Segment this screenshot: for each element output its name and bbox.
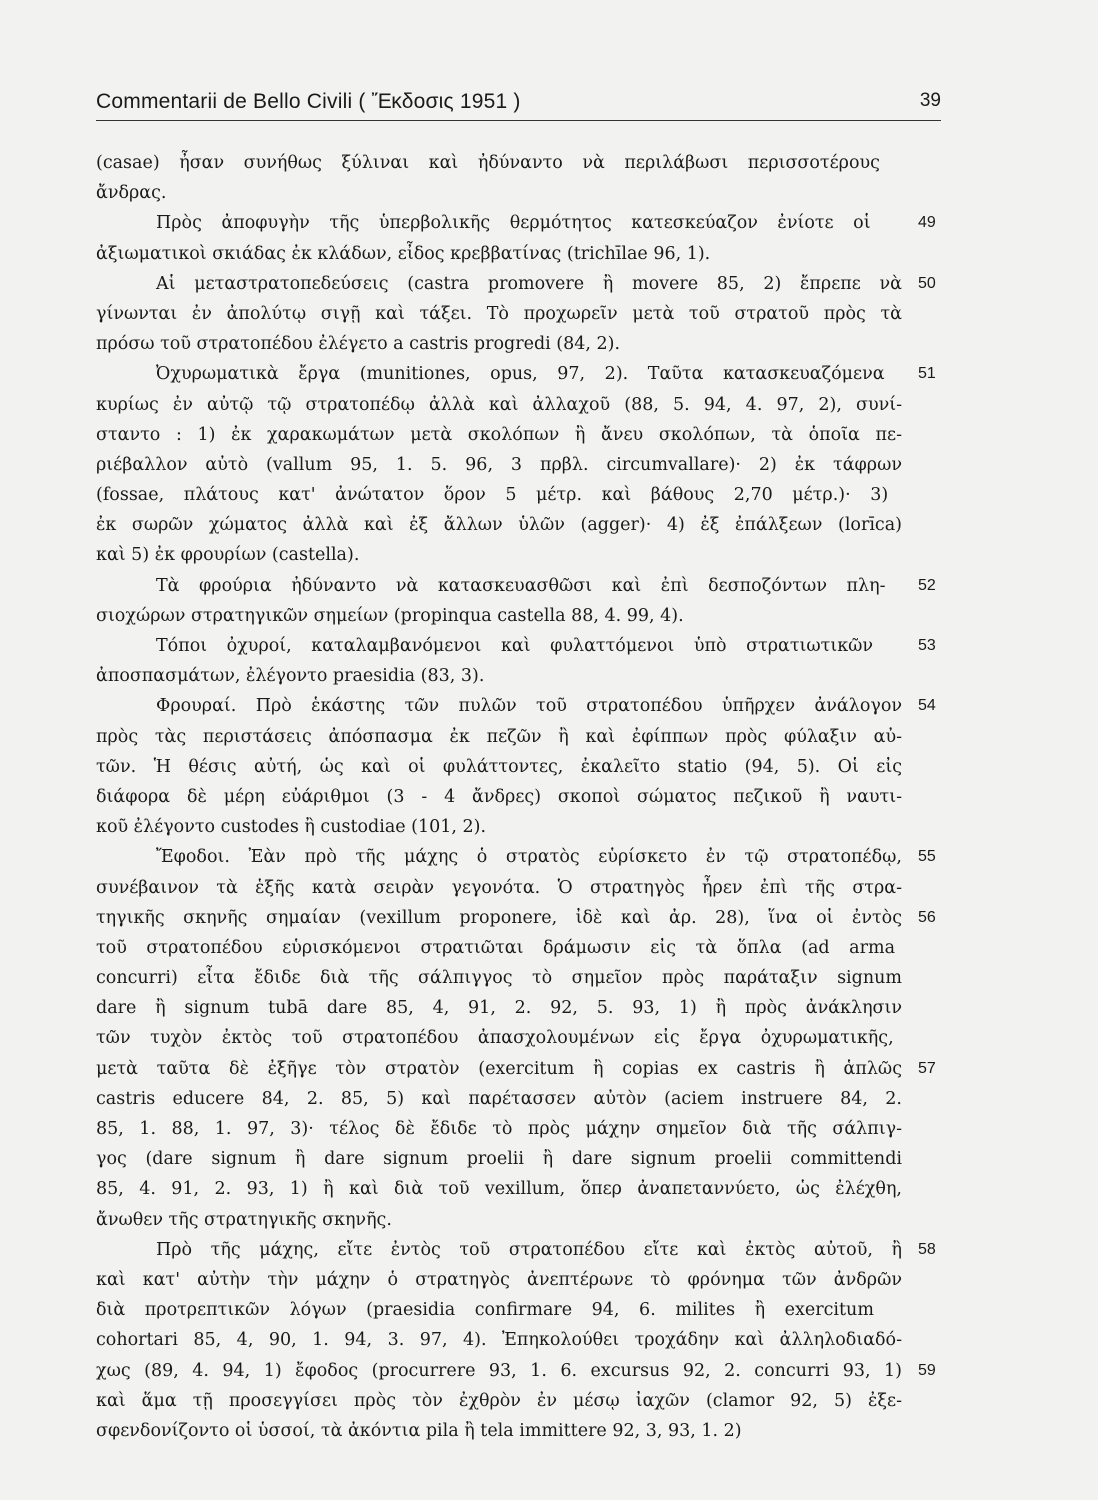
text-line (96, 299, 906, 329)
text-line (96, 873, 906, 903)
text-line (96, 1265, 906, 1295)
line-text: dare ἢ signum tubā dare 85, 4, 91, 2. 92, 5. 93, 1) ἢ πρὸς ἀνάκλησιν (96, 998, 902, 1019)
line-text: συνέβαινον τὰ ἑξῆς κατὰ σειρὰν γεγονότα. Ὁ στρατηγὸς ἦρεν ἐπὶ τῆς στρα- (96, 877, 902, 898)
margin-number: 56 (918, 908, 936, 926)
running-header (96, 90, 941, 121)
text-line (96, 903, 936, 933)
text-line (96, 1084, 906, 1114)
margin-number: 58 (918, 1240, 936, 1258)
line-text: (casae) ἦσαν συνήθως ξύλιναι καὶ ἠδύναντο νὰ περιλάβωσι περισσοτέρους (96, 153, 880, 173)
margin-number: 50 (918, 274, 936, 292)
text-line (96, 1235, 936, 1265)
line-text: καὶ ἅμα τῇ προσεγγίσει πρὸς τὸν ἐχθρὸν ἐν μέσῳ ἰαχῶν (clamor 92, 5) ἐξε- (96, 1390, 902, 1411)
text-line (96, 480, 906, 510)
text-line (96, 390, 906, 420)
text-line (96, 239, 906, 269)
text-line (96, 661, 906, 691)
margin-number: 52 (918, 576, 936, 594)
text-line (96, 1114, 906, 1144)
text-line (96, 993, 906, 1023)
line-text: Τόποι ὀχυροί, καταλαμβανόμενοι καὶ φυλαττόμενοι ὑπὸ στρατιωτικῶν (156, 636, 874, 656)
margin-number: 59 (918, 1361, 936, 1379)
line-text: ριέβαλλον αὐτὸ (vallum 95, 1. 5. 96, 3 πρβλ. circumvallare)· 2) ἐκ τάφρων (96, 454, 902, 475)
line-text: concurri) εἶτα ἔδιδε διὰ τῆς σάλπιγγος τὸ σημεῖον πρὸς παράταξιν signum (96, 968, 902, 989)
line-text: τηγικῆς σκηνῆς σημαίαν (vexillum proponere, ἰδὲ καὶ ἀρ. 28), ἵνα οἱ ἐντὸς (96, 907, 902, 928)
line-text: τῶν. Ἡ θέσις αὐτή, ὡς καὶ οἱ φυλάττοντες, ἐκαλεῖτο statio (94, 5). Οἱ εἰς (96, 756, 902, 777)
page-number: 39 (919, 90, 941, 111)
line-text: cohortari 85, 4, 90, 1. 94, 3. 97, 4). Ἐπηκολούθει τροχάδην καὶ ἀλληλοδιαδό- (96, 1330, 902, 1351)
text-line (96, 1054, 936, 1084)
text-line (96, 963, 906, 993)
text-line (96, 752, 906, 782)
header-title: Commentarii de Bello Civili ( Ἔκδοσις 1951 ) (96, 90, 521, 113)
text-line (96, 148, 906, 178)
line-text: ἀξιωματικοὶ σκιάδας ἐκ κλάδων, εἶδος κρεββατίνας (trichīlae 96, 1). (96, 243, 711, 264)
text-line (96, 1023, 906, 1053)
line-text: castris educere 84, 2. 85, 5) καὶ παρέτασσεν αὐτὸν (aciem instruere 84, 2. (96, 1088, 902, 1109)
line-text: διὰ προτρεπτικῶν λόγων (praesidia confirmare 94, 6. milites ἢ exercitum (96, 1300, 874, 1321)
text-line (96, 1386, 906, 1416)
line-text: πρὸς τὰς περιστάσεις ἀπόσπασμα ἐκ πεζῶν ἢ καὶ ἐφίππων πρὸς φύλαξιν αὐ- (96, 726, 902, 747)
line-text: κοῦ ἐλέγοντο custodes ἢ custodiae (101, 2). (96, 817, 487, 838)
line-text: 85, 1. 88, 1. 97, 3)· τέλος δὲ ἔδιδε τὸ πρὸς μάχην σημεῖον διὰ τῆς σάλπιγ- (96, 1119, 902, 1139)
margin-number: 51 (918, 365, 936, 383)
line-text: τοῦ στρατοπέδου εὑρισκόμενοι στρατιῶται δράμωσιν εἰς τὰ ὅπλα (ad arma (96, 937, 895, 958)
line-text: χως (89, 4. 94, 1) ἔφοδος (procurrere 93, 1. 6. excursus 92, 2. concurri 93, 1) (96, 1360, 902, 1381)
line-text: πρόσω τοῦ στρατοπέδου ἐλέγετο a castris progredi (84, 2). (96, 334, 621, 355)
text-line (96, 208, 936, 238)
line-text: Φρουραί. Πρὸ ἑκάστης τῶν πυλῶν τοῦ στρατοπέδου ὑπῆρχεν ἀνάλογον (156, 696, 902, 717)
line-text: Πρὸς ἀποφυγὴν τῆς ὑπερβολικῆς θερμότητος κατεσκεύαζον ἐνίοτε οἱ (156, 213, 871, 234)
margin-number: 54 (918, 697, 936, 715)
margin-number: 53 (918, 637, 936, 654)
line-text: σιοχώρων στρατηγικῶν σημείων (propinqua castella 88, 4. 99, 4). (96, 605, 684, 626)
line-text: διάφορα δὲ μέρη εὐάριθμοι (3 - 4 ἄνδρες) σκοποὶ σώματος πεζικοῦ ἢ ναυτι- (96, 786, 902, 807)
line-text: τῶν τυχὸν ἐκτὸς τοῦ στρατοπέδου ἀπασχολουμένων εἰς ἔργα ὀχυρωματικῆς, (96, 1028, 894, 1049)
margin-number: 55 (918, 848, 936, 866)
line-text: (fossae, πλάτους κατ' ἀνώτατον ὅρον 5 μέτρ. καὶ βάθους 2,70 μέτρ.)· 3) (96, 485, 889, 506)
text-line (96, 1174, 906, 1204)
text-line (96, 842, 936, 872)
line-text: Ὀχυρωματικὰ ἔργα (munitiones, opus, 97, 2). Ταῦτα κατασκευαζόμενα (156, 364, 885, 385)
text-line (96, 571, 936, 601)
text-line (96, 178, 906, 208)
text-line (96, 812, 906, 842)
line-text: Πρὸ τῆς μάχης, εἴτε ἐντὸς τοῦ στρατοπέδου εἴτε καὶ ἐκτὸς αὐτοῦ, ἢ (156, 1239, 902, 1260)
line-text: κυρίως ἐν αὐτῷ τῷ στρατοπέδῳ ἀλλὰ καὶ ἀλλαχοῦ (88, 5. 94, 4. 97, 2), συνί- (96, 394, 902, 415)
line-text: σταντο : 1) ἐκ χαρακωμάτων μετὰ σκολόπων ἢ ἄνευ σκολόπων, τὰ ὁποῖα πε- (96, 424, 902, 445)
text-line (96, 631, 936, 661)
text-line (96, 601, 906, 631)
line-text: καὶ 5) ἐκ φρουρίων (castella). (96, 545, 360, 566)
text-line (96, 510, 906, 540)
line-text: 85, 4. 91, 2. 93, 1) ἢ καὶ διὰ τοῦ vexillum, ὅπερ ἀναπεταννύετο, ὡς ἐλέχθη, (96, 1179, 902, 1200)
line-text: ἄνωθεν τῆς στρατηγικῆς σκηνῆς. (96, 1209, 392, 1230)
text-line (96, 1144, 906, 1174)
text-line (96, 269, 936, 299)
line-text: μετὰ ταῦτα δὲ ἐξῆγε τὸν στρατὸν (exercitum ἢ copias ex castris ἢ ἁπλῶς (96, 1058, 902, 1079)
text-line (96, 1416, 906, 1446)
text-line (96, 329, 906, 359)
text-line (96, 722, 906, 752)
margin-number: 49 (918, 214, 936, 232)
margin-number: 57 (918, 1059, 936, 1077)
document-page (96, 0, 946, 1500)
text-line (96, 933, 906, 963)
line-text: Αἱ μεταστρατοπεδεύσεις (castra promovere ἢ movere 85, 2) ἔπρεπε νὰ (156, 273, 902, 294)
line-text: σφενδονίζοντο οἱ ὑσσοί, τὰ ἀκόντια pila ἢ tela immittere 92, 3, 93, 1. 2) (96, 1420, 742, 1441)
line-text: ἐκ σωρῶν χώματος ἀλλὰ καὶ ἐξ ἄλλων ὑλῶν (agger)· 4) ἐξ ἐπάλξεων (lorīca) (96, 515, 902, 536)
text-line (96, 359, 936, 389)
body-text (96, 148, 936, 1446)
line-text: καὶ κατ' αὐτὴν τὴν μάχην ὁ στρατηγὸς ἀνεπτέρωνε τὸ φρόνημα τῶν ἀνδρῶν (96, 1269, 902, 1290)
line-text: Τὰ φρούρια ἠδύναντο νὰ κατασκευασθῶσι καὶ ἐπὶ δεσποζόντων πλη- (156, 575, 886, 596)
text-line (96, 1205, 906, 1235)
text-line (96, 420, 906, 450)
text-line (96, 1295, 906, 1325)
text-line (96, 450, 906, 480)
text-line (96, 691, 936, 721)
text-line (96, 1356, 936, 1386)
line-text: γος (dare signum ἢ dare signum proelii ἢ dare signum proelii committendi (96, 1149, 902, 1170)
line-text: ἀποσπασμάτων, ἐλέγοντο praesidia (83, 3). (96, 666, 485, 687)
line-text: Ἔφοδοι. Ἐὰν πρὸ τῆς μάχης ὁ στρατὸς εὑρίσκετο ἐν τῷ στρατοπέδῳ, (156, 847, 902, 868)
text-line (96, 540, 906, 570)
text-line (96, 1325, 906, 1355)
text-line (96, 782, 906, 812)
line-text: γίνωνται ἐν ἀπολύτῳ σιγῇ καὶ τάξει. Τὸ προχωρεῖν μετὰ τοῦ στρατοῦ πρὸς τὰ (96, 303, 902, 324)
line-text: ἄνδρας. (96, 183, 167, 204)
